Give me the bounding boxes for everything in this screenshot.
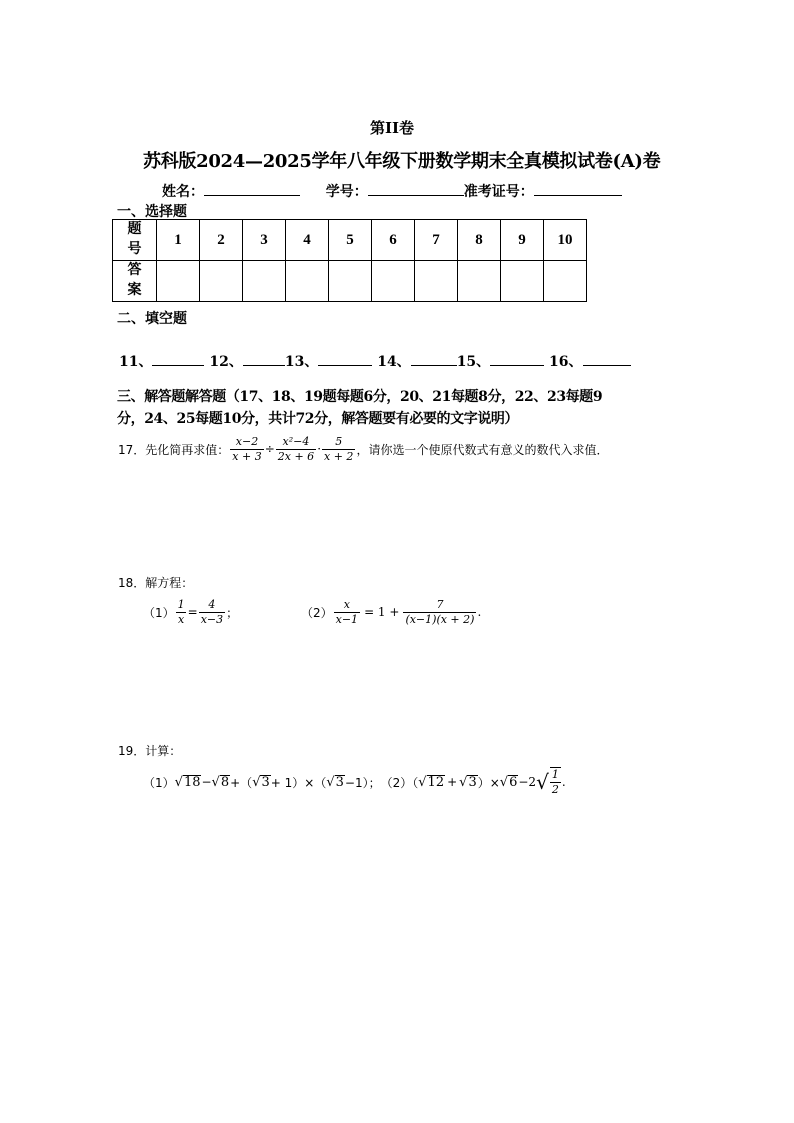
q17-fraction-2: $\frac{\text{x²−4}}{2x + 6}$ (277, 434, 315, 463)
answer-cell[interactable] (501, 261, 544, 302)
exam-number-label: 准考证号： (463, 184, 534, 200)
answer-cell[interactable] (372, 261, 415, 302)
answer-table (112, 219, 587, 302)
blank-label-12: 12、 (209, 354, 243, 370)
answer-cell[interactable] (544, 261, 587, 302)
question-number-cell: 9 (501, 220, 544, 261)
volume-label: 第II卷 (370, 119, 415, 137)
answer-cell[interactable] (286, 261, 329, 302)
answer-cell[interactable] (329, 261, 372, 302)
question-number-cell: 7 (415, 220, 458, 261)
question-number-cell: 6 (372, 220, 415, 261)
answer-cell[interactable] (243, 261, 286, 302)
blank-label-16: 16、 (549, 354, 583, 370)
blank-13[interactable] (318, 351, 372, 366)
question-number-cell: 2 (200, 220, 243, 261)
question-number-cell: 10 (544, 220, 587, 261)
section-solve-title-line2: 分，24、25每题10分，共计72分，解答题要有必要的文字说明） (117, 411, 519, 427)
row-header-answer: 答案 (113, 261, 157, 302)
q17-tail: ，请你选一个使原代数式有意义的数代入求值． (356, 442, 609, 457)
fill-blank-line (119, 351, 631, 371)
student-info (162, 181, 622, 201)
question-18-lead: 18．解方程： (118, 576, 194, 590)
blank-12[interactable] (243, 351, 285, 366)
student-id-field[interactable] (368, 181, 464, 196)
q17-lead: 17．先化简再求值： (118, 442, 230, 457)
exam-title: 苏科版2024—2025学年八年级下册数学期末全真模拟试卷(A)卷 (143, 151, 661, 172)
question-number-cell: 3 (243, 220, 286, 261)
blank-label-13: 13、 (284, 354, 319, 370)
section-fill-title: 二、填空题 (117, 311, 187, 327)
blank-label-11: 11、 (119, 354, 153, 370)
q18-part1: （1） $\frac{1}{x}$ = $\frac{4}{x-3}$ ； (143, 597, 239, 626)
table-row (113, 220, 587, 261)
blank-label-14: 14、 (377, 354, 411, 370)
answer-cell[interactable] (157, 261, 200, 302)
q19-expressions: （1） √ 18 − √ 8 +（ √ 3 + 1）×（ √ 3 −1）； （2）（ √ 12 + √ 3 ）× √ 6 −2 √ $\frac{1}{2}$ . (143, 768, 566, 796)
name-field[interactable] (204, 181, 300, 196)
blank-label-15: 15、 (456, 354, 491, 370)
question-number-cell: 8 (458, 220, 501, 261)
section-choice-title: 一、选择题 (117, 204, 187, 220)
section-solve-title-line1: 三、解答题解答题（17、18、19题每题6分，20、21每题8分，22、23每题9 (117, 389, 603, 405)
name-label: 姓名： (162, 184, 204, 200)
blank-16[interactable] (583, 351, 631, 366)
question-number-cell: 5 (329, 220, 372, 261)
table-row (113, 261, 587, 302)
blank-11[interactable] (152, 351, 204, 366)
row-header-question: 题号 (113, 220, 157, 261)
question-17: 17．先化简再求值： $\frac{x-2}{x + 3}$ ÷ $\frac{\text{x²−4}}{2x + 6}$ · $\frac{5}{x + 2}$ ，请你选一个使原代数式有意义的数代入求值． (118, 434, 609, 463)
question-number-cell: 1 (157, 220, 200, 261)
q18-part2: （2） $\frac{x}{x-1}$ = 1 + $\frac{7}{(x-1)(x + 2)}$ . (301, 597, 482, 626)
answer-cell[interactable] (200, 261, 243, 302)
q17-fraction-1: $\frac{x-2}{x + 3}$ (232, 434, 262, 463)
question-number-cell: 4 (286, 220, 329, 261)
answer-cell[interactable] (415, 261, 458, 302)
q17-fraction-3: $\frac{5}{x + 2}$ (324, 434, 354, 463)
blank-15[interactable] (490, 351, 544, 366)
student-id-label: 学号： (325, 184, 368, 200)
question-19-lead: 19．计算： (118, 744, 182, 758)
blank-14[interactable] (411, 351, 457, 366)
answer-cell[interactable] (458, 261, 501, 302)
exam-number-field[interactable] (534, 181, 622, 196)
